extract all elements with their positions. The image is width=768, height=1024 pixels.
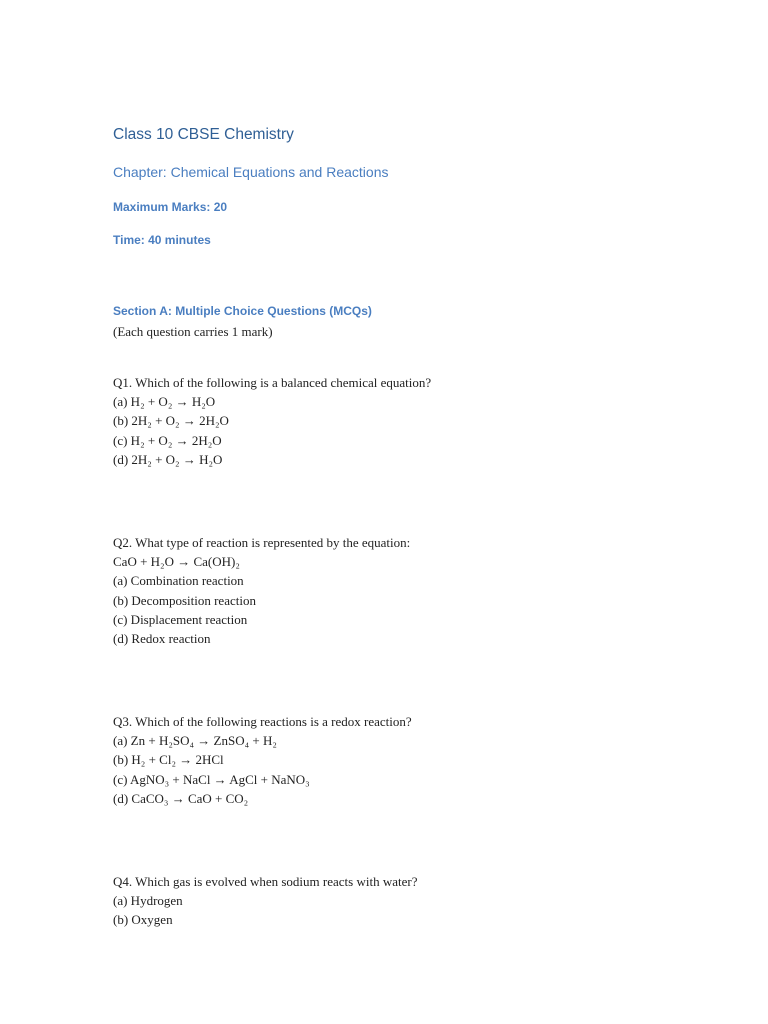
question-text: Q1. Which of the following is a balanced chemical equation? (113, 375, 432, 390)
max-marks-text: Maximum Marks: 20 (113, 200, 228, 214)
option-c: (c) AgNO₃ + NaCl → AgCl + NaNO₃ (113, 771, 310, 787)
question-equation: CaO + H₂O → Ca(OH)₂ (113, 554, 240, 570)
document-title: Class 10 CBSE Chemistry (113, 126, 294, 143)
chapter-heading: Chapter: Chemical Equations and Reactions (113, 164, 389, 180)
option-b: (b) Decomposition reaction (113, 592, 256, 608)
section-a-note: (Each question carries 1 mark) (113, 324, 273, 339)
question-block-q2 (113, 533, 410, 648)
option-a: (a) Zn + H₂SO₄ → ZnSO₄ + H₂ (113, 733, 277, 749)
option-a: (a) H₂ + O₂ → H₂O (113, 394, 216, 410)
option-a: (a) Hydrogen (113, 893, 183, 909)
question-text: Q2. What type of reaction is represented by the equation: (113, 535, 411, 550)
question-block-q4 (113, 872, 417, 930)
option-d: (d) Redox reaction (113, 631, 211, 647)
option-b: (b) 2H₂ + O₂ → 2H₂O (113, 413, 229, 429)
option-b: (b) H₂ + Cl₂ → 2HCl (113, 752, 224, 768)
option-a: (a) Combination reaction (113, 573, 244, 589)
question-block-q1 (113, 373, 431, 469)
question-text: Q3. Which of the following reactions is a redox reaction? (113, 714, 412, 729)
option-d: (d) CaCO₃ → CaO + CO₂ (113, 790, 249, 806)
time-text: Time: 40 minutes (113, 233, 211, 247)
option-c: (c) H₂ + O₂ → 2H₂O (113, 432, 222, 448)
option-d: (d) 2H₂ + O₂ → H₂O (113, 451, 223, 467)
section-a-heading: Section A: Multiple Choice Questions (MCQs) (113, 304, 372, 318)
question-text: Q4. Which gas is evolved when sodium reacts with water? (113, 874, 418, 889)
option-c: (c) Displacement reaction (113, 611, 248, 627)
option-b: (b) Oxygen (113, 912, 173, 928)
question-block-q3 (113, 712, 412, 808)
